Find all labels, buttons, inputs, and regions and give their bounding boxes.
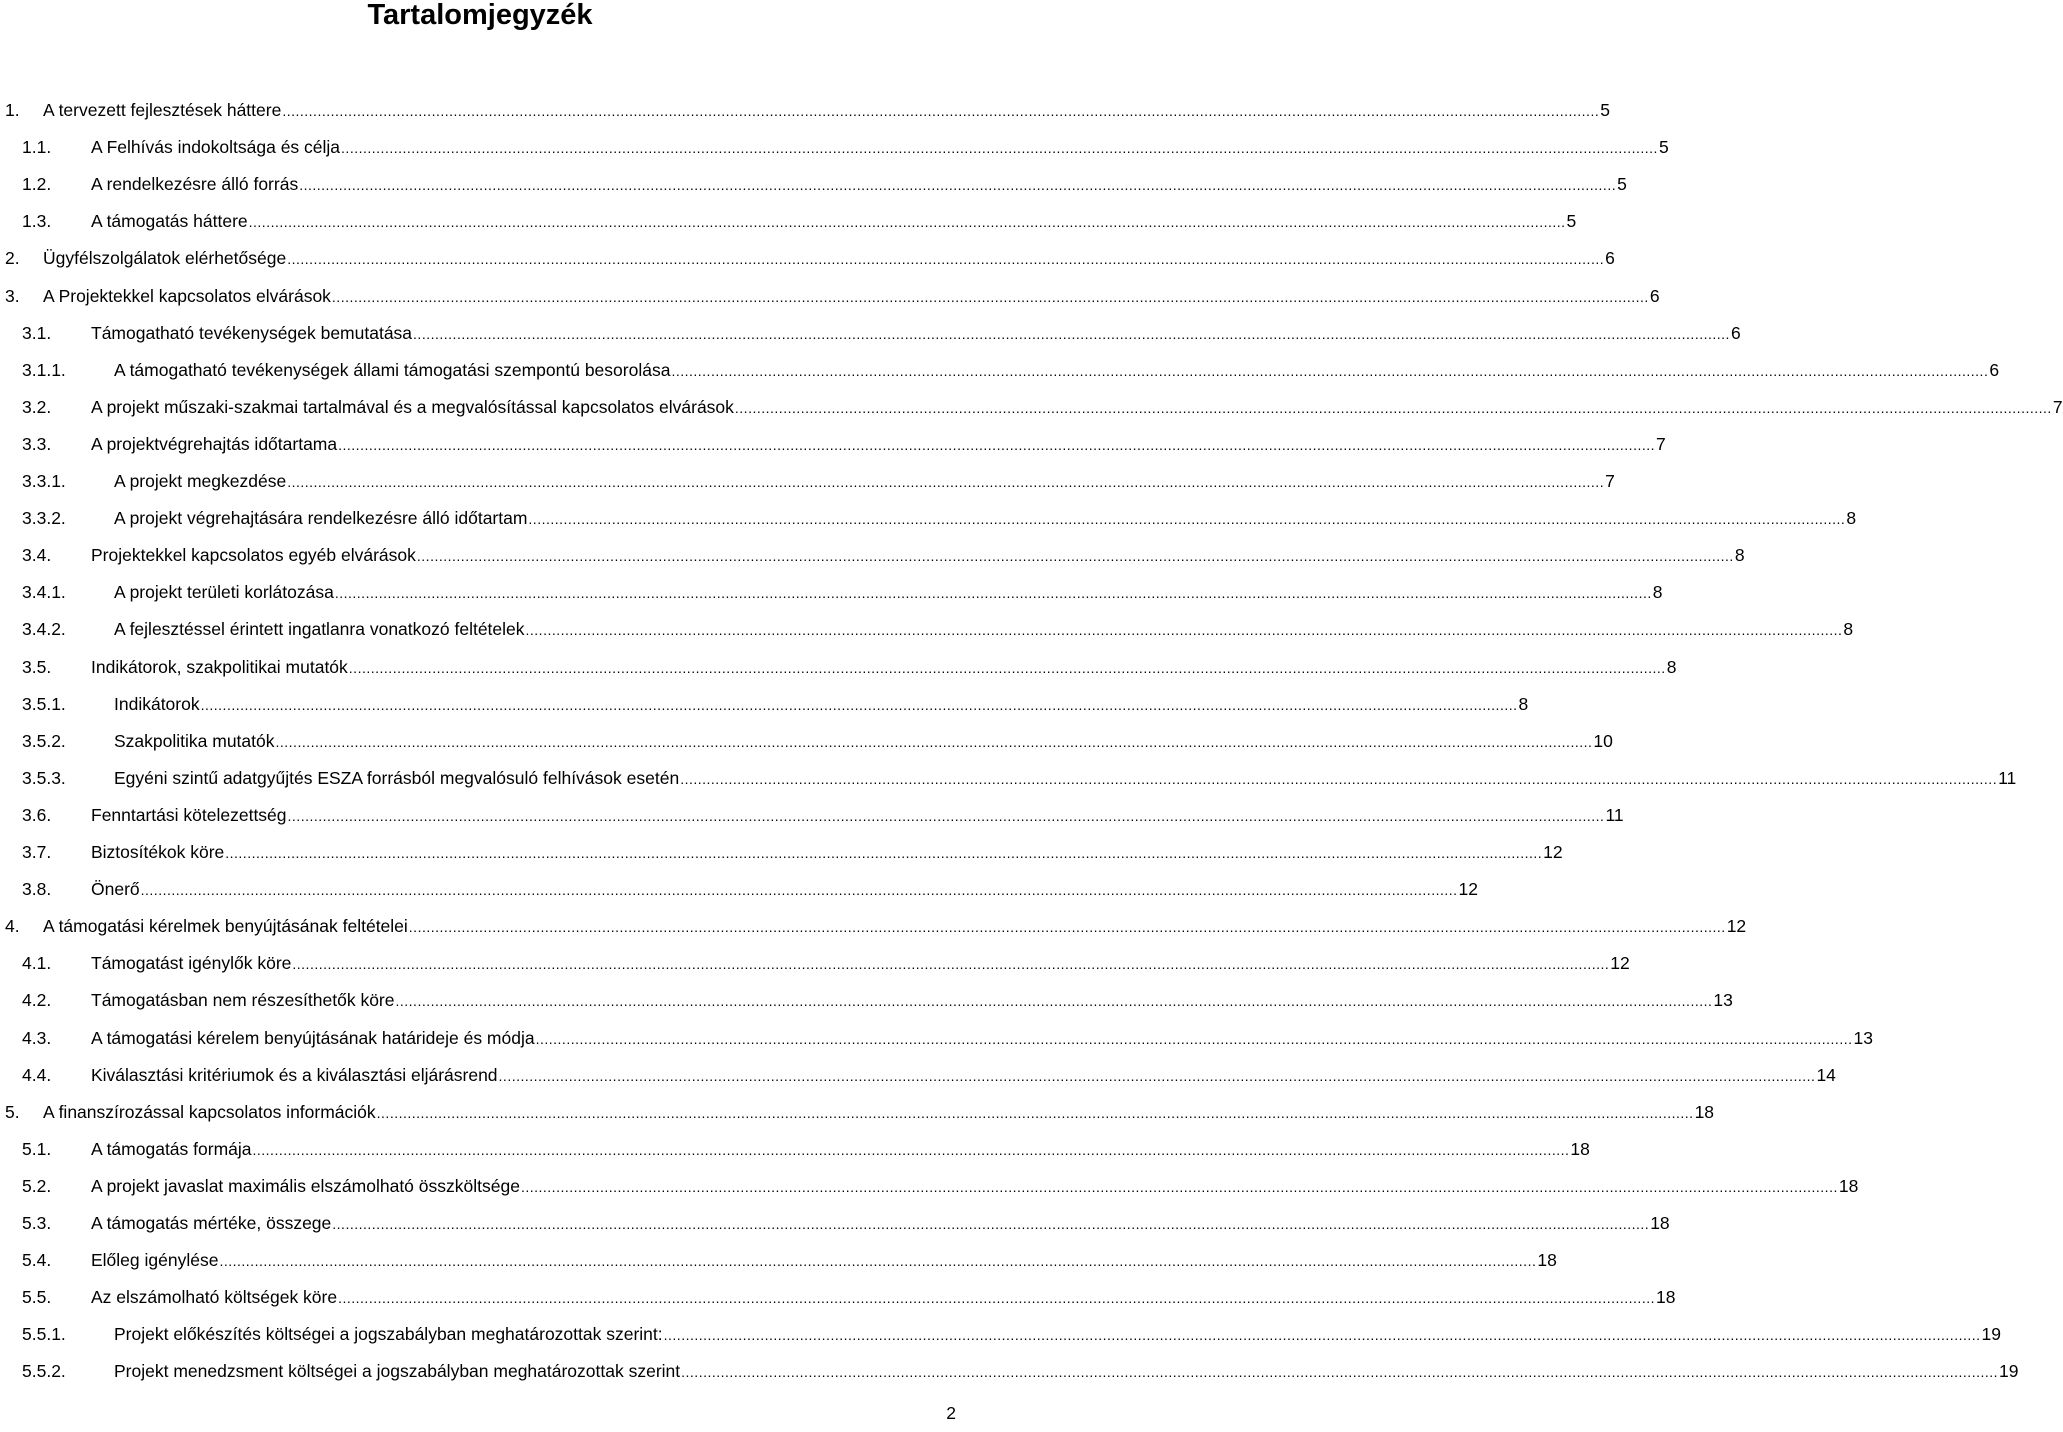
toc-entry[interactable]	[0, 611, 1854, 648]
toc-entry-number: 4.2.	[22, 990, 52, 1011]
toc-entry-number: 3.1.	[22, 322, 52, 343]
toc-entry-number: 5.2.	[22, 1175, 52, 1196]
toc-entry-number: 4.3.	[22, 1027, 52, 1048]
dot-leader: ............................................................................................................................................................................................................................................................................................................	[331, 288, 1649, 305]
toc-entry-number: 3.2.	[22, 396, 52, 417]
toc-entry-title: Előleg igénylése	[91, 1250, 219, 1271]
toc-entry[interactable]	[0, 1094, 1715, 1131]
toc-entry-number: 5.	[5, 1101, 20, 1122]
dot-leader: ............................................................................................................................................................................................................................................................................................................	[225, 845, 1543, 861]
toc-entry-title: A projekt javaslat maximális elszámolható összköltsége	[91, 1175, 520, 1196]
dot-leader: ............................................................................................................................................................................................................................................................................................................	[663, 1327, 1981, 1344]
toc-entry-number: 5.4.	[22, 1250, 52, 1271]
toc-entry[interactable]	[0, 908, 1747, 945]
toc-entry-title: A projekt végrehajtására rendelkezésre álló időtartam	[114, 508, 528, 529]
toc-entry-title: Fenntartási kötelezettség	[91, 804, 287, 825]
toc-entry-number: 1.2.	[22, 174, 52, 195]
toc-entry-title: A projektvégrehajtás időtartama	[91, 433, 338, 454]
toc-entry-page: 6	[1605, 248, 1615, 269]
toc-entry[interactable]	[0, 1205, 1670, 1242]
toc-entry-title: A tervezett fejlesztések háttere	[43, 100, 282, 120]
dot-leader: ............................................................................................................................................................................................................................................................................................................	[535, 1030, 1853, 1047]
toc-entry-page: 12	[1458, 879, 1479, 900]
toc-entry-number: 1.3.	[22, 211, 52, 232]
dot-leader: ............................................................................................................................................................................................................................................................................................................	[395, 993, 1713, 1010]
toc-entry[interactable]	[0, 982, 1733, 1019]
toc-entry-title: Indikátorok, szakpolitikai mutatók	[91, 656, 348, 677]
toc-entry[interactable]	[0, 129, 1669, 166]
toc-entry[interactable]	[0, 1168, 1859, 1205]
toc-entry[interactable]	[0, 723, 1613, 760]
toc-entry-page: 18	[1838, 1175, 1859, 1196]
toc-entry-page: 7	[1605, 471, 1615, 491]
toc-entry-title: A Felhívás indokoltsága és célja	[91, 137, 341, 158]
dot-leader: ............................................................................................................................................................................................................................................................................................................	[348, 659, 1666, 676]
dot-leader: ............................................................................................................................................................................................................................................................................................................	[287, 474, 1605, 490]
toc-entry[interactable]	[0, 1316, 2002, 1353]
toc-entry-number: 3.3.2.	[22, 508, 66, 529]
toc-entry[interactable]	[0, 389, 2063, 426]
toc-entry[interactable]	[0, 240, 1615, 277]
toc-entry[interactable]	[0, 500, 1857, 537]
toc-entry-title: A támogatási kérelmek benyújtásának feltételei	[43, 916, 408, 937]
toc-entry[interactable]	[0, 1131, 1590, 1168]
toc-entry-number: 5.5.	[22, 1287, 52, 1308]
toc-entry-page: 10	[1593, 730, 1613, 751]
toc-entry-page: 7	[2052, 396, 2063, 417]
toc-entry-title: Az elszámolható költségek köre	[91, 1287, 338, 1308]
toc-entry-number: 4.1.	[22, 953, 52, 974]
dot-leader: ............................................................................................................................................................................................................................................................................................................	[292, 956, 1610, 973]
dot-leader: ............................................................................................................................................................................................................................................................................................................	[219, 1253, 1537, 1270]
dot-leader: ............................................................................................................................................................................................................................................................................................................	[338, 436, 1656, 453]
toc-entry-title: Ügyfélszolgálatok elérhetősége	[43, 248, 287, 269]
dot-leader: ............................................................................................................................................................................................................................................................................................................	[140, 882, 1458, 899]
toc-entry[interactable]	[0, 649, 1677, 686]
toc-entry[interactable]	[0, 760, 2017, 797]
toc-entry[interactable]	[0, 574, 1663, 611]
toc-entry-page: 7	[1656, 433, 1666, 454]
toc-entry-page: 8	[1652, 582, 1663, 603]
dot-leader: ............................................................................................................................................................................................................................................................................................................	[248, 214, 1566, 231]
toc-entry-number: 3.4.2.	[22, 619, 66, 640]
toc-entry-number: 2.	[5, 248, 20, 269]
toc-entry[interactable]	[0, 871, 1479, 908]
toc-entry[interactable]	[0, 1353, 2019, 1390]
toc-entry[interactable]	[0, 945, 1630, 982]
toc-entry-title: A rendelkezésre álló forrás	[91, 174, 299, 195]
page-number: 2	[946, 1403, 956, 1423]
toc-entry-title: A támogatási kérelem benyújtásának határideje és módja	[91, 1027, 535, 1048]
toc-entry-title: A fejlesztéssel érintett ingatlanra vonatkozó feltételek	[114, 619, 525, 640]
toc-entry-page: 18	[1656, 1287, 1676, 1308]
toc-entry-title: Biztosítékok köre	[91, 842, 225, 862]
dot-leader: ............................................................................................................................................................................................................................................................................................................	[498, 1067, 1816, 1084]
toc-entry-number: 3.1.1.	[22, 359, 66, 380]
toc-entry-page: 19	[1981, 1324, 2002, 1345]
toc-entry-number: 3.7.	[22, 842, 52, 862]
toc-entry-page: 6	[1730, 322, 1741, 343]
toc-entry-number: 3.5.	[22, 656, 52, 677]
toc-entry-number: 4.	[5, 916, 20, 937]
toc-entry-title: A projekt műszaki-szakmai tartalmával és a megvalósítással kapcsolatos elvárások	[91, 396, 734, 417]
toc-entry-number: 3.5.3.	[22, 767, 66, 788]
toc-entry-page: 11	[1605, 804, 1624, 825]
toc-entry[interactable]	[0, 352, 2000, 389]
toc-entry-number: 1.	[5, 100, 20, 120]
toc-entry-title: A támogatás háttere	[91, 211, 248, 232]
toc-entry-page: 12	[1543, 842, 1563, 862]
toc-entry[interactable]	[0, 686, 1529, 723]
toc-entry-number: 3.4.1.	[22, 582, 66, 603]
toc-entry[interactable]	[0, 92, 1610, 129]
dot-leader: ............................................................................................................................................................................................................................................................................................................	[282, 103, 1600, 119]
toc-entry[interactable]	[0, 166, 1627, 203]
toc-entry-number: 5.5.1.	[22, 1324, 66, 1345]
toc-entry-page: 13	[1713, 990, 1733, 1011]
toc-entry-page: 18	[1570, 1138, 1590, 1159]
toc-entry-title: Szakpolitika mutatók	[114, 730, 275, 751]
toc-entry-title: Támogatást igénylők köre	[91, 953, 292, 974]
toc-entry[interactable]	[0, 1020, 1873, 1057]
toc-entry-number: 5.3.	[22, 1213, 52, 1233]
toc-entry[interactable]	[0, 278, 1660, 315]
toc-entry-page: 18	[1650, 1213, 1670, 1233]
dot-leader: ............................................................................................................................................................................................................................................................................................................	[680, 770, 1998, 787]
toc-entry-title: A támogatható tevékenységek állami támogatási szempontú besorolása	[114, 359, 671, 380]
toc-entry-page: 5	[1566, 211, 1577, 232]
toc-entry-page: 19	[1999, 1361, 2019, 1382]
toc-entry-number: 3.5.2.	[22, 730, 66, 751]
toc-entry-title: A projekt területi korlátozása	[114, 582, 334, 603]
dot-leader: ............................................................................................................................................................................................................................................................................................................	[299, 177, 1617, 194]
toc-entry-page: 5	[1600, 100, 1610, 120]
toc-entry-number: 3.	[5, 285, 20, 306]
toc-entry-title: A támogatás mértéke, összege	[91, 1213, 332, 1233]
dot-leader: ............................................................................................................................................................................................................................................................................................................	[671, 362, 1989, 379]
toc-entry-title: Indikátorok	[114, 693, 200, 714]
toc-entry-page: 12	[1726, 916, 1747, 937]
toc-entry[interactable]	[0, 1242, 1557, 1279]
dot-leader: ............................................................................................................................................................................................................................................................................................................	[408, 919, 1726, 936]
toc-entry-page: 5	[1658, 137, 1669, 158]
dot-leader: ............................................................................................................................................................................................................................................................................................................	[200, 696, 1518, 713]
toc-entry-title: Önerő	[91, 879, 140, 900]
toc-entry[interactable]	[0, 463, 1615, 500]
toc-entry-page: 8	[1666, 656, 1677, 677]
toc-entry-title: Kiválasztási kritériumok és a kiválasztási eljárásrend	[91, 1064, 498, 1085]
toc-entry-title: Projekt előkészítés költségei a jogszabályban meghatározottak szerint:	[114, 1324, 663, 1345]
toc-entry-number: 1.1.	[22, 137, 52, 158]
toc-entry-title: A finanszírozással kapcsolatos információk	[43, 1101, 376, 1122]
dot-leader: ............................................................................................................................................................................................................................................................................................................	[528, 511, 1846, 528]
toc-entry-number: 3.6.	[22, 804, 52, 825]
toc-entry-page: 5	[1617, 174, 1627, 195]
toc-entry-page: 14	[1816, 1064, 1836, 1085]
toc-entry-number: 4.4.	[22, 1064, 52, 1085]
dot-leader: ............................................................................................................................................................................................................................................................................................................	[416, 548, 1734, 565]
dot-leader: ............................................................................................................................................................................................................................................................................................................	[332, 1216, 1650, 1232]
toc-entry-page: 13	[1853, 1027, 1873, 1048]
toc-entry-page: 6	[1649, 285, 1660, 306]
toc-entry-title: A támogatás formája	[91, 1138, 252, 1159]
toc-entry-number: 5.5.2.	[22, 1361, 66, 1382]
dot-leader: ............................................................................................................................................................................................................................................................................................................	[413, 325, 1730, 342]
toc-entry-title: Projektekkel kapcsolatos egyéb elvárások	[91, 545, 416, 566]
toc-entry-page: 11	[1998, 767, 2017, 788]
toc-entry-page: 8	[1846, 508, 1857, 529]
dot-leader: ............................................................................................................................................................................................................................................................................................................	[525, 622, 1843, 639]
toc-entry-number: 3.8.	[22, 879, 52, 900]
toc-entry[interactable]	[0, 315, 1741, 352]
dot-leader: ............................................................................................................................................................................................................................................................................................................	[341, 140, 1658, 157]
toc-entry[interactable]	[0, 203, 1577, 240]
dot-leader: ............................................................................................................................................................................................................................................................................................................	[287, 807, 1605, 824]
toc-entry-page: 18	[1537, 1250, 1557, 1271]
toc-entry-number: 3.4.	[22, 545, 52, 566]
toc-entry-title: A Projektekkel kapcsolatos elvárások	[43, 285, 331, 306]
toc-entry[interactable]	[0, 426, 1666, 463]
dot-leader: ............................................................................................................................................................................................................................................................................................................	[334, 585, 1652, 602]
toc-entry-title: Projekt menedzsment költségei a jogszabályban meghatározottak szerint	[114, 1361, 681, 1382]
toc-entry[interactable]	[0, 1279, 1676, 1316]
toc-entry-title: Egyéni szintű adatgyűjtés ESZA forrásból megvalósuló felhívások esetén	[114, 767, 680, 788]
toc-entry-number: 3.5.1.	[22, 693, 66, 714]
toc-entry[interactable]	[0, 834, 1563, 871]
toc-entry-page: 8	[1843, 619, 1854, 640]
toc-entry-title: Támogatásban nem részesíthetők köre	[91, 990, 395, 1011]
toc-entry[interactable]	[0, 537, 1745, 574]
toc-entry-number: 3.3.1.	[22, 471, 66, 491]
dot-leader: ............................................................................................................................................................................................................................................................................................................	[681, 1364, 1999, 1381]
dot-leader: ............................................................................................................................................................................................................................................................................................................	[252, 1141, 1570, 1158]
dot-leader: ............................................................................................................................................................................................................................................................................................................	[520, 1178, 1838, 1195]
toc-entry-number: 5.1.	[22, 1138, 52, 1159]
toc-entry-title: Támogatható tevékenységek bemutatása	[91, 322, 413, 343]
page-title: Tartalomjegyzék	[367, 0, 593, 31]
toc-entry-page: 8	[1734, 545, 1745, 566]
toc-entry-number: 3.3.	[22, 433, 52, 454]
toc-entry-page: 6	[1989, 359, 2000, 380]
toc-entry-page: 12	[1610, 953, 1630, 974]
dot-leader: ............................................................................................................................................................................................................................................................................................................	[287, 251, 1605, 268]
toc-entry[interactable]	[0, 797, 1624, 834]
toc-entry-title: A projekt megkezdése	[114, 471, 287, 491]
dot-leader: ............................................................................................................................................................................................................................................................................................................	[338, 1290, 1655, 1307]
toc-entry[interactable]	[0, 1057, 1836, 1094]
dot-leader: ............................................................................................................................................................................................................................................................................................................	[734, 399, 2052, 416]
toc-entry-page: 8	[1518, 693, 1529, 714]
dot-leader: ............................................................................................................................................................................................................................................................................................................	[376, 1104, 1694, 1121]
dot-leader: ............................................................................................................................................................................................................................................................................................................	[275, 733, 1593, 750]
toc-entry-page: 18	[1694, 1101, 1715, 1122]
